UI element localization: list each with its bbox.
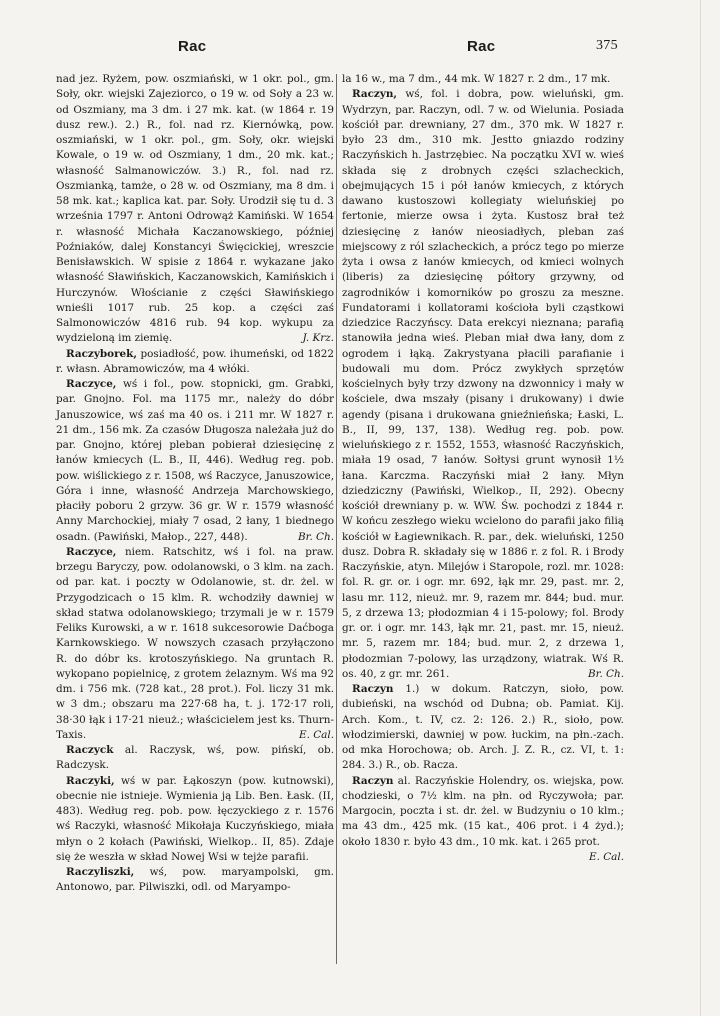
- dictionary-entry: [342, 87, 624, 682]
- entry-text: la 16 w., ma 7 dm., 44 mk. W 1827 r. 2 dm., 17 mk.: [342, 73, 611, 85]
- page-edge-line: [700, 0, 701, 1016]
- entry-headword: Raczyce,: [66, 378, 117, 390]
- entry-text: al. Raczysk, wś, pow. pińskí, ob. Radczysk.: [56, 744, 334, 772]
- entry-headword: Raczyn,: [352, 88, 398, 101]
- entry-headword: Raczyki,: [66, 774, 115, 787]
- page-number: 375: [596, 38, 618, 53]
- entry-text: nad jez. Ryżem, pow. oszmiański, w 1 okr. pol., gm. Soły, okr. wiejski Zajeziorco, o 19 w. od Soły a 23 w. od Oszmiany, ma 3 dm. i 27 mk. kat. (w 1864 r. 19 dusz rew.). 2.) R., fol. nad rz. Kiernówką, pow. oszmiański, w 1 okr. pol., gm. Soły, okr. wiejski Kowale, o 19 w. od Oszmiany, 1 dm., 20 mk. kat.; własność Salmanowiczów. 3.) R., fol. nad rz. Oszmianką, tamże, o 28 w. od Oszmiany, ma 8 dm. i 58 mk. kat.; kaplica kat. par. Soły. Urodził się tu d. 3 września 1797 r. Antoni Odrowąż Kamiński. W 1654 r. własność Michała Kaczanowskiego, później Poźniaków, dalej Konstancyi Święcickiej, wreszcie Benisławskich. W spisie z 1864 r. wykazane jako własność Sławińskich, Kaczanowskich, Kamińskich i Hurczynów. Włościanie z części Sławińskiego wnieśli 1017 rub. 25 kop. a części zaś Salmonowiczów 4816 rub. 94 kop. wykupu za wydzieloną im ziemię.: [56, 73, 334, 345]
- dictionary-entry: [342, 682, 624, 774]
- running-head-right: Rac: [467, 38, 496, 55]
- dictionary-entry: [56, 545, 334, 743]
- author-signature: Br. Ch.: [587, 667, 624, 680]
- dictionary-entry: [56, 72, 334, 347]
- author-signature: Br. Ch.: [297, 530, 334, 543]
- dictionary-entry: [56, 347, 334, 378]
- entry-text: posiadłość, pow. ihumeński, od 1822 r. własn. Abramowiczów, ma 4 włóki.: [56, 347, 334, 375]
- entry-headword: Raczyliszki,: [66, 866, 135, 878]
- entry-text: wś, pow. maryampolski, gm. Antonowo, par. Pilwiszki, odl. od Maryampo-: [56, 866, 334, 894]
- entry-text: wś, fol. i dobra, pow. wieluński, gm. Wydrzyn, par. Raczyn, odl. 7 w. od Wielunia. Posiada kościół par. drewniany, 27 dm., 370 mk. W 1827 r. było 23 dm., 310 mk. Jestto gniazdo rodziny Raczyńskich h. Jastrzębiec. Na początku XVI w. wieś składa się z drobnych części szlacheckich, obejmujących 15 i pół łanów kmiecych, z których dawano kustoszowi kollegiaty wieluńskiej po fertonie, mierze owsa i żyta. Kustosz brał też dziesięcinę z łanów nieosiadłych, pleban zaś miejscowy z ról szlacheckich, a prócz tego po mierze żyta i owsa z łanów kmiecych, od kmieci wolnych (liberis) za dziesięcinę półtory grzywny, od zagrodników i komorników po groszu za meszne. Fundatorami i kollatorami kościoła byli cząstkowi dziedzice Raczyńscy. Data erekcyi nieznana; parafią stanowiła jedna wieś. Pleban miał dwa łany, dom z ogrodem i łąką. Zakrystyana płacili parafianie i budowali mu dom. Prócz zwykłych sprzętów kościelnych były trzy dzwony na dzwonnicy i mały w kościele, dwa mszały (pisany i drukowany) i dwie agendy (pisana i drukowana gnieźnieńska; Łaski, L. B., II, 99, 137, 138). Według reg. pob. pow. wieluńskiego z r. 1552, 1553, własność Raczyńskich, miała 19 osad, 7 łanów. Sołtysi grunt wynosił 1½ łana. Karczma. Raczyński miał 2 łany. Młyn dziedziczny (Pawiński, Wielkop., II, 292). Obecny kościół drewniany p. w. WW. Św. pochodzi z 1844 r. W końcu zeszłego wieku wcielono do parafii jako filią kościół w Łagiewnikach. R. par., dek. wieluński, 1250 dusz. Dobra R. składały się w 1886 r. z fol. R. i Brody Raczyńskie, atyn. Milejów i Staropole, rozl. mr. 1028: fol. R. gr. or. i ogr. mr. 692, łąk mr. 29, past. mr. 2, lasu mr. 112, nieuż. mr. 9, razem mr. 844; bud. mur. 5, z drzewa 13; płodozmian 4 i 15-polowy; fol. Brody gr. or. i ogr. mr. 143, łąk mr. 21, past. mr. 15, nieuż. mr. 5, razem mr. 184; bud. mur. 2, z drzewa 1, płodozmian 7-polowy, las urządzony, wiatrak. Wś R. os. 40, z gr. mr. 261.: [342, 88, 624, 680]
- author-signature: E. Cal.: [589, 850, 624, 863]
- entry-text: wś i fol., pow. stopnicki, gm. Grabki, par. Gnojno. Fol. ma 1175 mr., należy do dóbr Januszowice, wś zaś ma 40 os. i 211 mr. W 1827 r. 21 dm., 156 mk. Za czasów Długosza należała już do par. Gnojno, której pleban pobierał dziesięcinę z łanów kmiecych (L. B., II, 446). Według reg. pob. pow. wiślickiego z r. 1508, wś Raczyce, Januszowice, Góra i inne, własność Andrzeja Marchowskiego, płaciły poboru 2 grzyw. 36 gr. W r. 1579 własność Anny Marchockiej, miały 7 osad, 2 łany, 1 biednego osadn. (Pawiński, Małop., 227, 448).: [56, 378, 334, 543]
- author-signature: E. Cal.: [299, 728, 334, 741]
- entry-headword: Raczyn: [352, 683, 394, 695]
- author-signature: J. Krz.: [302, 332, 334, 345]
- entry-headword: Raczyn: [352, 774, 394, 787]
- dictionary-entry: [56, 774, 334, 866]
- dictionary-entry: [342, 72, 624, 87]
- entry-text: 1.) w dokum. Ratczyn, sioło, pow. dubieński, na wschód od Dubna; ob. Pamiat. Kij. Arch. Kom., t. IV, cz. 2: 126. 2.) R., sioło, pow. włodzimierski, dawniej w pow. łuckim, na płn.-zach. od mka Horochowa; ob. Arch. J. Z. R., cz. VI, t. 1: 284. 3.) R., ob. Racza.: [342, 683, 624, 772]
- dictionary-entry: [56, 865, 334, 896]
- entry-headword: Raczyce,: [66, 545, 117, 558]
- dictionary-entry: [56, 743, 334, 774]
- entry-text: niem. Ratschitz, wś i fol. na praw. brzegu Baryczy, pow. odolanowski, o 3 klm. na zach. od par. kat. i poczty w Odolanowie, st. dr. żel. w Przygodzicach o 15 klm. R. wchodziły dawniej w skład statwa odolanowskiego; trzymali je w r. 1579 Feliks Kurowski, a w r. 1618 sukcesorowie Daćboga Karnkowskiego. W nowszych czasach przyłączono R. do dóbr ks. krotoszyńskiego. Na gruntach R. wykopano popielnicę, z grotem żelaznym. Wś ma 92 dm. i 756 mk. (728 kat., 28 prot.). Fol. liczy 31 mk. w 3 dm.; obszaru ma 227·68 ha, t. j. 172·17 roli, 38·30 łąk i 17·21 nieuż.; właścicielem jest ks. Thurn-Taxis.: [56, 545, 334, 741]
- left-column: [56, 72, 334, 896]
- entry-text: wś w par. Łąkoszyn (pow. kutnowski), obecnie nie istnieje. Wymienia ją Lib. Ben. Łask. (II, 483). Według reg. pob. pow. łęczyckiego z r. 1576 wś Raczyki, własność Mikołaja Kuczyńskiego, miała młyn o 2 kołach (Pawiński, Wielkop.. II, 85). Zdaje się że weszła w skład Nowej Wsi w tejże parafii.: [56, 774, 334, 863]
- entry-headword: Raczyck: [66, 744, 114, 756]
- running-head-left: Rac: [178, 38, 207, 55]
- dictionary-entry: [56, 377, 334, 545]
- dictionary-entry: [342, 774, 624, 863]
- entry-headword: Raczyborek,: [66, 347, 137, 360]
- column-divider: [336, 74, 337, 964]
- entry-text: al. Raczyńskie Holendry, os. wiejska, pow. chodzieski, o 7½ klm. na płn. od Ryczywoła; par. Margocin, poczta i st. dr. żel. w Budzyniu o 10 klm.; ma 43 dm., 425 mk. (15 kat., 406 prot. i 4 żyd.); około 1830 r. było 43 dm., 10 mk. kat. i 265 prot.: [342, 774, 624, 848]
- right-column: [342, 72, 624, 865]
